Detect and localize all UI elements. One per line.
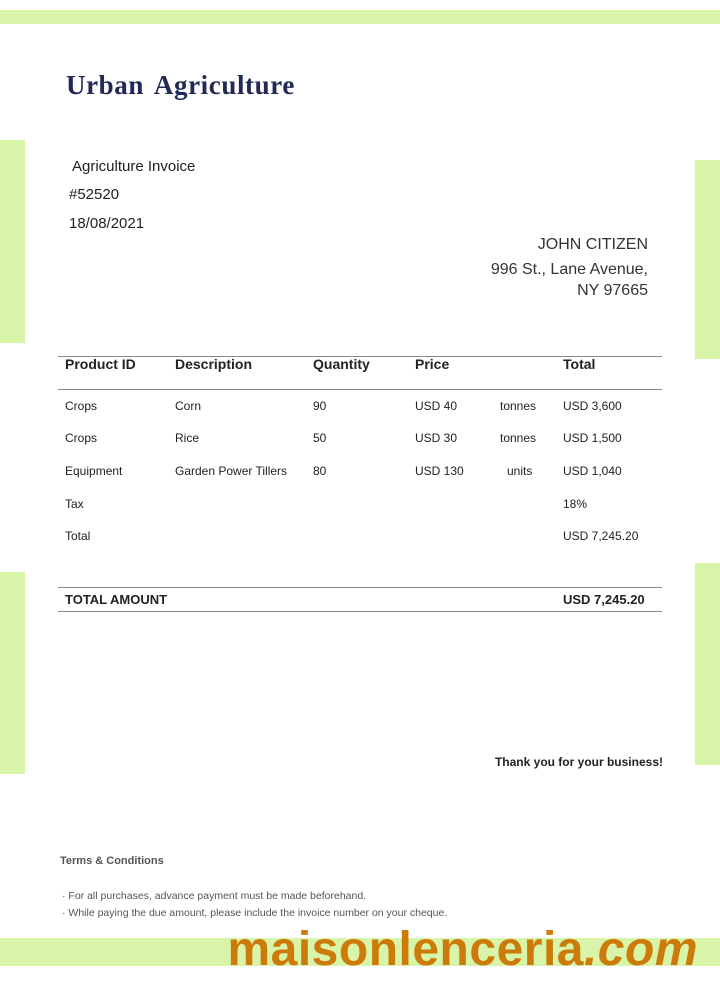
row3-unit: units <box>507 464 533 478</box>
row3-total: USD 1,040 <box>563 464 622 478</box>
header-total: Total <box>563 356 596 372</box>
row3-description: Garden Power Tillers <box>175 464 288 478</box>
row3-quantity: 80 <box>313 464 327 478</box>
row1-product-id: Crops <box>65 399 98 413</box>
row2-unit: tonnes <box>500 431 537 445</box>
invoice-date: 18/08/2021 <box>69 215 145 232</box>
header-price: Price <box>415 356 450 372</box>
row3-price: USD 130 <box>415 464 464 478</box>
row1-unit: tonnes <box>500 399 537 413</box>
total-bottom-rule <box>58 611 662 612</box>
row1-total: USD 3,600 <box>563 399 622 413</box>
row2-description: Rice <box>175 431 200 445</box>
customer-name: JOHN CITIZEN <box>537 236 648 253</box>
terms-item <box>62 890 366 902</box>
bullet-icon: · <box>62 890 69 902</box>
row2-quantity: 50 <box>313 431 327 445</box>
customer-address-line2: NY 97665 <box>577 282 648 299</box>
company-name: Urban Agriculture <box>66 70 295 100</box>
row2-total: USD 1,500 <box>563 431 622 445</box>
total-top-rule <box>58 587 662 588</box>
row1-description: Corn <box>175 399 202 413</box>
invoice-number: #52520 <box>69 186 120 203</box>
left-accent-bar-upper <box>0 140 25 343</box>
invoice-title: Agriculture Invoice <box>72 158 196 175</box>
watermark-tld: .com <box>583 923 698 976</box>
tax-label: Tax <box>65 497 84 511</box>
header-product-id: Product ID <box>65 356 136 372</box>
terms-item-text: For all purchases, advance payment must be made beforehand. <box>68 890 367 902</box>
customer-address-line1: 996 St., Lane Avenue, <box>490 261 648 278</box>
subtotal-label: Total <box>65 529 91 543</box>
table-header-rule <box>58 389 662 390</box>
total-amount-value: USD 7,245.20 <box>563 592 645 607</box>
total-amount-label: TOTAL AMOUNT <box>65 592 168 607</box>
terms-item-text: While paying the due amount, please include the invoice number on your cheque. <box>68 907 448 919</box>
row1-price: USD 40 <box>415 399 458 413</box>
left-accent-bar-lower <box>0 572 25 774</box>
tax-value: 18% <box>563 497 588 511</box>
subtotal-value: USD 7,245.20 <box>563 529 639 543</box>
row2-product-id: Crops <box>65 431 98 445</box>
watermark-name: maisonlenceria <box>227 923 584 976</box>
thank-you-note: Thank you for your business! <box>494 755 663 769</box>
top-accent-bar <box>0 10 720 24</box>
header-quantity: Quantity <box>313 356 370 372</box>
row3-product-id: Equipment <box>65 464 123 478</box>
bullet-icon: · <box>62 907 69 919</box>
watermark <box>227 922 698 977</box>
row1-quantity: 90 <box>313 399 327 413</box>
terms-item <box>62 907 447 919</box>
right-accent-bar-lower <box>695 563 720 765</box>
row2-price: USD 30 <box>415 431 458 445</box>
header-description: Description <box>175 356 253 372</box>
right-accent-bar-upper <box>695 160 720 359</box>
terms-title: Terms & Conditions <box>60 855 164 867</box>
